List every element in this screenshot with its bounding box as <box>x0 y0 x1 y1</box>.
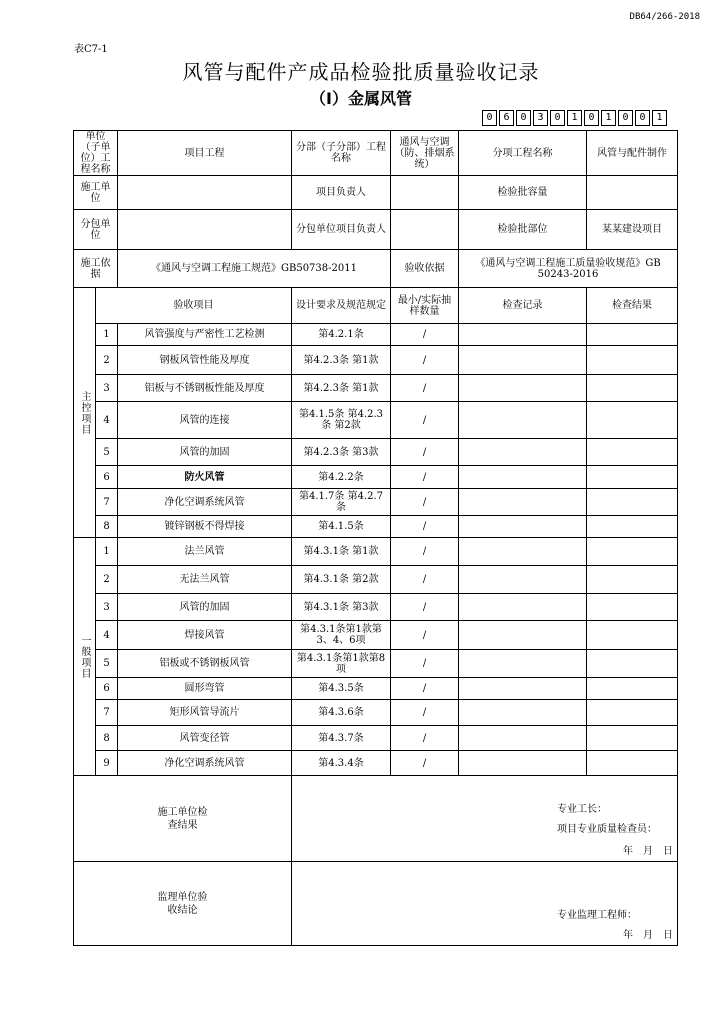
item-result[interactable] <box>587 324 678 346</box>
item-spec: 第4.3.1条 第2款 <box>292 566 391 594</box>
foreman-label: 专业工长： <box>557 804 607 815</box>
item-spec: 第4.3.1条第1款第3、4、6项 <box>292 621 391 650</box>
main-group-label: 主控项目 <box>74 288 96 538</box>
item-name: 铝板或不锈钢板风管 <box>118 650 292 678</box>
item-name: 法兰风管 <box>118 538 292 566</box>
item-name: 焊接风管 <box>118 621 292 650</box>
item-record[interactable] <box>459 726 587 751</box>
page-title: 风管与配件产成品检验批质量验收记录 <box>182 60 540 84</box>
item-spec: 第4.2.1条 <box>292 324 391 346</box>
batch-capacity-value[interactable] <box>587 176 678 210</box>
code-digit-box: 0 <box>635 110 650 126</box>
item-name: 风管的连接 <box>118 402 292 439</box>
item-record[interactable] <box>459 375 587 402</box>
subitem-label: 分项工程名称 <box>459 131 587 176</box>
item-sampling: / <box>391 375 459 402</box>
item-number: 9 <box>96 751 118 776</box>
item-name: 圆形弯管 <box>118 678 292 700</box>
item-result[interactable] <box>587 538 678 566</box>
pm-value[interactable] <box>391 176 459 210</box>
item-spec: 第4.2.3条 第1款 <box>292 375 391 402</box>
supervisor-check-label: 监理单位验收结论 <box>74 862 292 946</box>
table-row <box>74 700 678 726</box>
item-sampling: / <box>391 324 459 346</box>
col-sampling: 最小/实际抽样数量 <box>391 288 459 324</box>
col-design: 设计要求及规范规定 <box>292 288 391 324</box>
table-row <box>74 751 678 776</box>
form-number: 表C7-1 <box>74 44 108 55</box>
code-digit-box: 1 <box>601 110 616 126</box>
document-code: DB64/266-2018 <box>629 12 700 22</box>
table-row <box>74 538 678 566</box>
item-record[interactable] <box>459 751 587 776</box>
engineer-label: 专业监理工程师： <box>557 910 637 921</box>
inspector-label: 项目专业质量检查员： <box>557 824 657 835</box>
item-number: 2 <box>96 566 118 594</box>
item-name: 钢板风管性能及厚度 <box>118 346 292 375</box>
item-result[interactable] <box>587 402 678 439</box>
code-digit-box: 6 <box>499 110 514 126</box>
contractor-check-label: 施工单位检查结果 <box>74 776 292 862</box>
item-sampling: / <box>391 650 459 678</box>
table-row <box>74 621 678 650</box>
item-result[interactable] <box>587 346 678 375</box>
item-name: 防火风管 <box>118 466 292 489</box>
general-group-label: 一般项目 <box>74 538 96 776</box>
item-record[interactable] <box>459 324 587 346</box>
basis-value[interactable]: 《通风与空调工程施工规范》GB50738-2011 <box>118 250 391 288</box>
item-record[interactable] <box>459 346 587 375</box>
item-result[interactable] <box>587 516 678 538</box>
table-row <box>74 439 678 466</box>
col-record: 检查记录 <box>459 288 587 324</box>
item-spec: 第4.3.6条 <box>292 700 391 726</box>
table-row <box>74 650 678 678</box>
item-sampling: / <box>391 439 459 466</box>
item-name: 风管强度与严密性工艺检测 <box>118 324 292 346</box>
item-record[interactable] <box>459 678 587 700</box>
item-number: 4 <box>96 402 118 439</box>
batch-capacity-label: 检验批容量 <box>459 176 587 210</box>
table-row <box>74 516 678 538</box>
item-number: 7 <box>96 700 118 726</box>
code-digit-box: 0 <box>482 110 497 126</box>
item-number: 7 <box>96 489 118 516</box>
sub-label: 分包单位 <box>74 210 118 250</box>
contractor-check-row <box>74 776 678 862</box>
supervisor-check-signature-area[interactable] <box>292 862 678 946</box>
item-sampling: / <box>391 594 459 621</box>
table-row <box>74 726 678 751</box>
item-number: 5 <box>96 439 118 466</box>
item-spec: 第4.1.5条 第4.2.3条 第2款 <box>292 402 391 439</box>
page-subtitle: （I）金属风管 <box>310 89 412 108</box>
item-sampling: / <box>391 538 459 566</box>
item-record[interactable] <box>459 566 587 594</box>
item-result[interactable] <box>587 594 678 621</box>
unit-value[interactable]: 项目工程 <box>118 131 292 176</box>
item-result[interactable] <box>587 621 678 650</box>
supervisor-date: 年 月 日 <box>623 930 673 941</box>
item-record[interactable] <box>459 594 587 621</box>
contractor-label: 施工单位 <box>74 176 118 210</box>
item-spec: 第4.3.5条 <box>292 678 391 700</box>
item-result[interactable] <box>587 439 678 466</box>
item-name: 净化空调系统风管 <box>118 751 292 776</box>
item-number: 1 <box>96 324 118 346</box>
code-digit-box: 0 <box>584 110 599 126</box>
item-number: 6 <box>96 678 118 700</box>
item-number: 8 <box>96 726 118 751</box>
division-label: 分部（子分部）工程名称 <box>292 131 391 176</box>
item-spec: 第4.3.1条 第3款 <box>292 594 391 621</box>
item-record[interactable] <box>459 466 587 489</box>
item-result[interactable] <box>587 375 678 402</box>
item-result[interactable] <box>587 566 678 594</box>
col-item: 验收项目 <box>96 288 292 324</box>
table-row <box>74 678 678 700</box>
item-record[interactable] <box>459 538 587 566</box>
item-sampling: / <box>391 751 459 776</box>
item-sampling: / <box>391 621 459 650</box>
item-number: 3 <box>96 375 118 402</box>
code-digit-box: 3 <box>533 110 548 126</box>
item-spec: 第4.2.3条 第1款 <box>292 346 391 375</box>
contractor-value[interactable] <box>118 176 292 210</box>
item-sampling: / <box>391 516 459 538</box>
code-digit-box: 0 <box>516 110 531 126</box>
item-number: 4 <box>96 621 118 650</box>
division-value[interactable]: 通风与空调（防、排烟系统） <box>391 131 459 176</box>
sub-value[interactable] <box>118 210 292 250</box>
item-spec: 第4.2.2条 <box>292 466 391 489</box>
item-result[interactable] <box>587 650 678 678</box>
item-spec: 第4.1.7条 第4.2.7条 <box>292 489 391 516</box>
item-number: 8 <box>96 516 118 538</box>
item-result[interactable] <box>587 700 678 726</box>
item-spec: 第4.3.7条 <box>292 726 391 751</box>
item-record[interactable] <box>459 489 587 516</box>
item-result[interactable] <box>587 678 678 700</box>
item-record[interactable] <box>459 516 587 538</box>
item-result[interactable] <box>587 751 678 776</box>
item-record[interactable] <box>459 439 587 466</box>
item-name: 铝板与不锈钢板性能及厚度 <box>118 375 292 402</box>
item-name: 矩形风管导流片 <box>118 700 292 726</box>
item-name: 风管变径管 <box>118 726 292 751</box>
item-spec: 第4.1.5条 <box>292 516 391 538</box>
basis-label: 施工依据 <box>74 250 118 288</box>
item-number: 2 <box>96 346 118 375</box>
item-sampling: / <box>391 489 459 516</box>
item-result[interactable] <box>587 726 678 751</box>
batch-location-label: 检验批部位 <box>459 210 587 250</box>
item-sampling: / <box>391 466 459 489</box>
item-number: 6 <box>96 466 118 489</box>
item-record[interactable] <box>459 650 587 678</box>
item-spec: 第4.2.3条 第3款 <box>292 439 391 466</box>
contractor-date: 年 月 日 <box>623 846 673 857</box>
item-record[interactable] <box>459 621 587 650</box>
table-row <box>74 594 678 621</box>
item-name: 镀锌钢板不得焊接 <box>118 516 292 538</box>
table-row <box>74 402 678 439</box>
contractor-check-signature-area[interactable] <box>292 776 678 862</box>
item-sampling: / <box>391 566 459 594</box>
acceptance-basis-value[interactable]: 《通风与空调工程施工质量验收规范》GB 50243-2016 <box>459 250 678 288</box>
item-number: 3 <box>96 594 118 621</box>
code-digit-box: 1 <box>652 110 667 126</box>
item-name: 净化空调系统风管 <box>118 489 292 516</box>
item-sampling: / <box>391 726 459 751</box>
item-result[interactable] <box>587 466 678 489</box>
item-number: 1 <box>96 538 118 566</box>
item-name: 风管的加固 <box>118 594 292 621</box>
item-spec: 第4.3.1条第1款第8项 <box>292 650 391 678</box>
item-name: 无法兰风管 <box>118 566 292 594</box>
sub-pm-label: 分包单位项目负责人 <box>292 210 391 250</box>
supervisor-check-row <box>74 862 678 946</box>
table-row <box>74 346 678 375</box>
pm-label: 项目负责人 <box>292 176 391 210</box>
item-sampling: / <box>391 346 459 375</box>
acceptance-table <box>73 130 678 946</box>
table-row <box>74 489 678 516</box>
code-digit-box: 1 <box>567 110 582 126</box>
item-number: 5 <box>96 650 118 678</box>
item-name: 风管的加固 <box>118 439 292 466</box>
item-record[interactable] <box>459 700 587 726</box>
code-digit-box: 0 <box>550 110 565 126</box>
item-spec: 第4.3.1条 第1款 <box>292 538 391 566</box>
item-sampling: / <box>391 678 459 700</box>
acceptance-basis-label: 验收依据 <box>391 250 459 288</box>
table-row <box>74 566 678 594</box>
table-row <box>74 466 678 489</box>
item-result[interactable] <box>587 489 678 516</box>
unit-label: 单位（子单位）工程名称 <box>74 131 118 176</box>
table-row <box>74 324 678 346</box>
item-sampling: / <box>391 402 459 439</box>
batch-location-value[interactable]: 某某建设项目 <box>587 210 678 250</box>
sub-pm-value[interactable] <box>391 210 459 250</box>
subitem-value[interactable]: 风管与配件制作 <box>587 131 678 176</box>
item-sampling: / <box>391 700 459 726</box>
code-boxes <box>480 110 667 126</box>
code-digit-box: 0 <box>618 110 633 126</box>
table-row <box>74 375 678 402</box>
item-spec: 第4.3.4条 <box>292 751 391 776</box>
item-record[interactable] <box>459 402 587 439</box>
col-result: 检查结果 <box>587 288 678 324</box>
